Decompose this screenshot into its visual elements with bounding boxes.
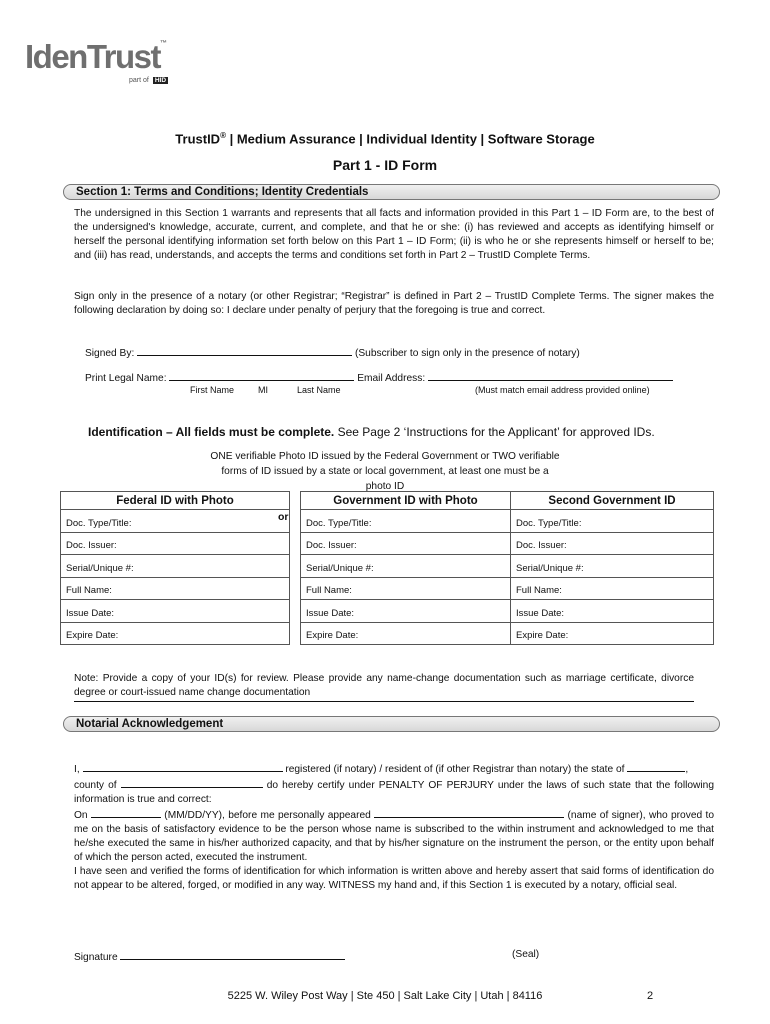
federal-serial[interactable]: Serial/Unique #: bbox=[61, 555, 290, 578]
identrust-logo bbox=[25, 38, 167, 84]
signature-row: Signature bbox=[74, 949, 345, 963]
federal-doc-type[interactable]: Doc. Type/Title: bbox=[61, 510, 290, 533]
email-caption: (Must match email address provided online) bbox=[475, 385, 650, 395]
federal-doc-issuer[interactable]: Doc. Issuer: bbox=[61, 532, 290, 555]
last-name-caption: Last Name bbox=[297, 385, 341, 395]
notarial-heading: Notarial Acknowledgement bbox=[76, 718, 224, 730]
second-government-id-header: Second Government ID bbox=[511, 492, 714, 510]
notarial-text: I, registered (if notary) / resident of (if other Registrar than notary) the state of , county of do hereby certify under PENALTY OF PERJURY under the laws of such state that the following information is true and correct: On (MM/DD/YY), before me personally appeared (name of signer), who proved to me on the basis of satisfactory evidence to be the person whose name is subscribed to the within instrument and acknowledged to me that he/she executed the same in his/her authorized capacity, and that by his/her signature on the instrument the person, or the entity upon behalf of which the person acted, executed the instrument. I have seen and verified the forms of identification for which information is written above and hereby assert that said forms of identification do not appear to be altered, forged, or modified in any way. WITNESS my hand and, if this Section 1 is executed by a notary, official seal. bbox=[74, 761, 714, 893]
page-number: 2 bbox=[647, 990, 654, 1002]
terms-paragraph: The undersigned in this Section 1 warrants and represents that all facts and information provided in this Part 1 – ID Form are, to the best of the undersigned's knowledge, accurate, current, and complete, and that he or she: (i) has reviewed and accepts as identifying himself or herself the personal identifying information set forth below on this Part 1 – ID Form; (ii) is who he or she represents himself or herself to be; and (iii) has read, understands, and accepts the terms and conditions set forth in Part 2 – TrustID Complete Terms. bbox=[74, 208, 714, 261]
mi-caption: MI bbox=[258, 385, 268, 395]
federal-id-header: Federal ID with Photo bbox=[61, 492, 290, 510]
footer-address: 5225 W. Wiley Post Way | Ste 450 | Salt Lake City | Utah | 84116 bbox=[227, 990, 543, 1002]
section1-header-bar bbox=[63, 184, 720, 200]
notary-signature-field[interactable] bbox=[120, 949, 345, 960]
government-id-header: Government ID with Photo bbox=[301, 492, 511, 510]
document-subtitle: Part 1 - ID Form bbox=[332, 157, 438, 173]
second-serial[interactable]: Serial/Unique #: bbox=[511, 555, 714, 578]
gov-full-name[interactable]: Full Name: bbox=[301, 577, 511, 600]
federal-expire-date[interactable]: Expire Date: bbox=[61, 622, 290, 645]
gov-expire-date[interactable]: Expire Date: bbox=[301, 622, 511, 645]
federal-full-name[interactable]: Full Name: bbox=[61, 577, 290, 600]
second-issue-date[interactable]: Issue Date: bbox=[511, 600, 714, 623]
document-title: TrustID® | Medium Assurance | Individual Identity | Software Storage bbox=[175, 131, 595, 147]
notarial-header-bar bbox=[63, 716, 720, 732]
second-doc-issuer[interactable]: Doc. Issuer: bbox=[511, 532, 714, 555]
sign-instructions-paragraph: Sign only in the presence of a notary (or other Registrar; “Registrar” is defined in Part 2 – TrustID Complete Terms. The signer makes the following declaration by doing so: I declare under penalty of perjury that the foregoing is true and correct. bbox=[74, 291, 714, 316]
signed-by-row: Signed By: (Subscriber to sign only in the presence of notary) bbox=[85, 345, 580, 359]
government-id-table bbox=[300, 491, 714, 645]
print-legal-name-field[interactable] bbox=[169, 370, 354, 381]
signer-name-field[interactable] bbox=[374, 807, 564, 818]
date-field[interactable] bbox=[91, 807, 161, 818]
second-expire-date[interactable]: Expire Date: bbox=[511, 622, 714, 645]
logo-part-of: part of HID bbox=[129, 77, 167, 84]
second-full-name[interactable]: Full Name: bbox=[511, 577, 714, 600]
section1-heading: Section 1: Terms and Conditions; Identity Credentials bbox=[76, 186, 369, 198]
gov-doc-type[interactable]: Doc. Type/Title: bbox=[301, 510, 511, 533]
identification-heading: Identification – All fields must be complete. See Page 2 ‘Instructions for the Applicant’ for approved IDs. bbox=[88, 425, 655, 439]
signed-by-field[interactable] bbox=[137, 345, 352, 356]
gov-doc-issuer[interactable]: Doc. Issuer: bbox=[301, 532, 511, 555]
hid-badge: HID bbox=[154, 77, 167, 84]
second-doc-type[interactable]: Doc. Type/Title: bbox=[511, 510, 714, 533]
gov-serial[interactable]: Serial/Unique #: bbox=[301, 555, 511, 578]
federal-id-table bbox=[60, 491, 290, 645]
email-address-field[interactable] bbox=[428, 370, 673, 381]
federal-issue-date[interactable]: Issue Date: bbox=[61, 600, 290, 623]
identification-note: ONE verifiable Photo ID issued by the Federal Government or TWO verifiable forms of ID issued by a state or local government, at least one must be a photo ID bbox=[210, 451, 560, 492]
print-name-row: Print Legal Name: Email Address: bbox=[85, 370, 673, 384]
county-field[interactable] bbox=[121, 777, 263, 788]
logo-wordmark: IdenTrust™ bbox=[25, 38, 166, 75]
gov-issue-date[interactable]: Issue Date: bbox=[301, 600, 511, 623]
or-separator: or bbox=[278, 511, 289, 523]
first-name-caption: First Name bbox=[190, 385, 235, 395]
state-field[interactable] bbox=[627, 761, 685, 772]
seal-label: (Seal) bbox=[512, 949, 540, 960]
notary-name-field[interactable] bbox=[83, 761, 283, 772]
id-copy-note: Note: Provide a copy of your ID(s) for review. Please provide any name-change documentation such as marriage certificate, divorce degree or court-issued name change documentation bbox=[74, 672, 694, 702]
